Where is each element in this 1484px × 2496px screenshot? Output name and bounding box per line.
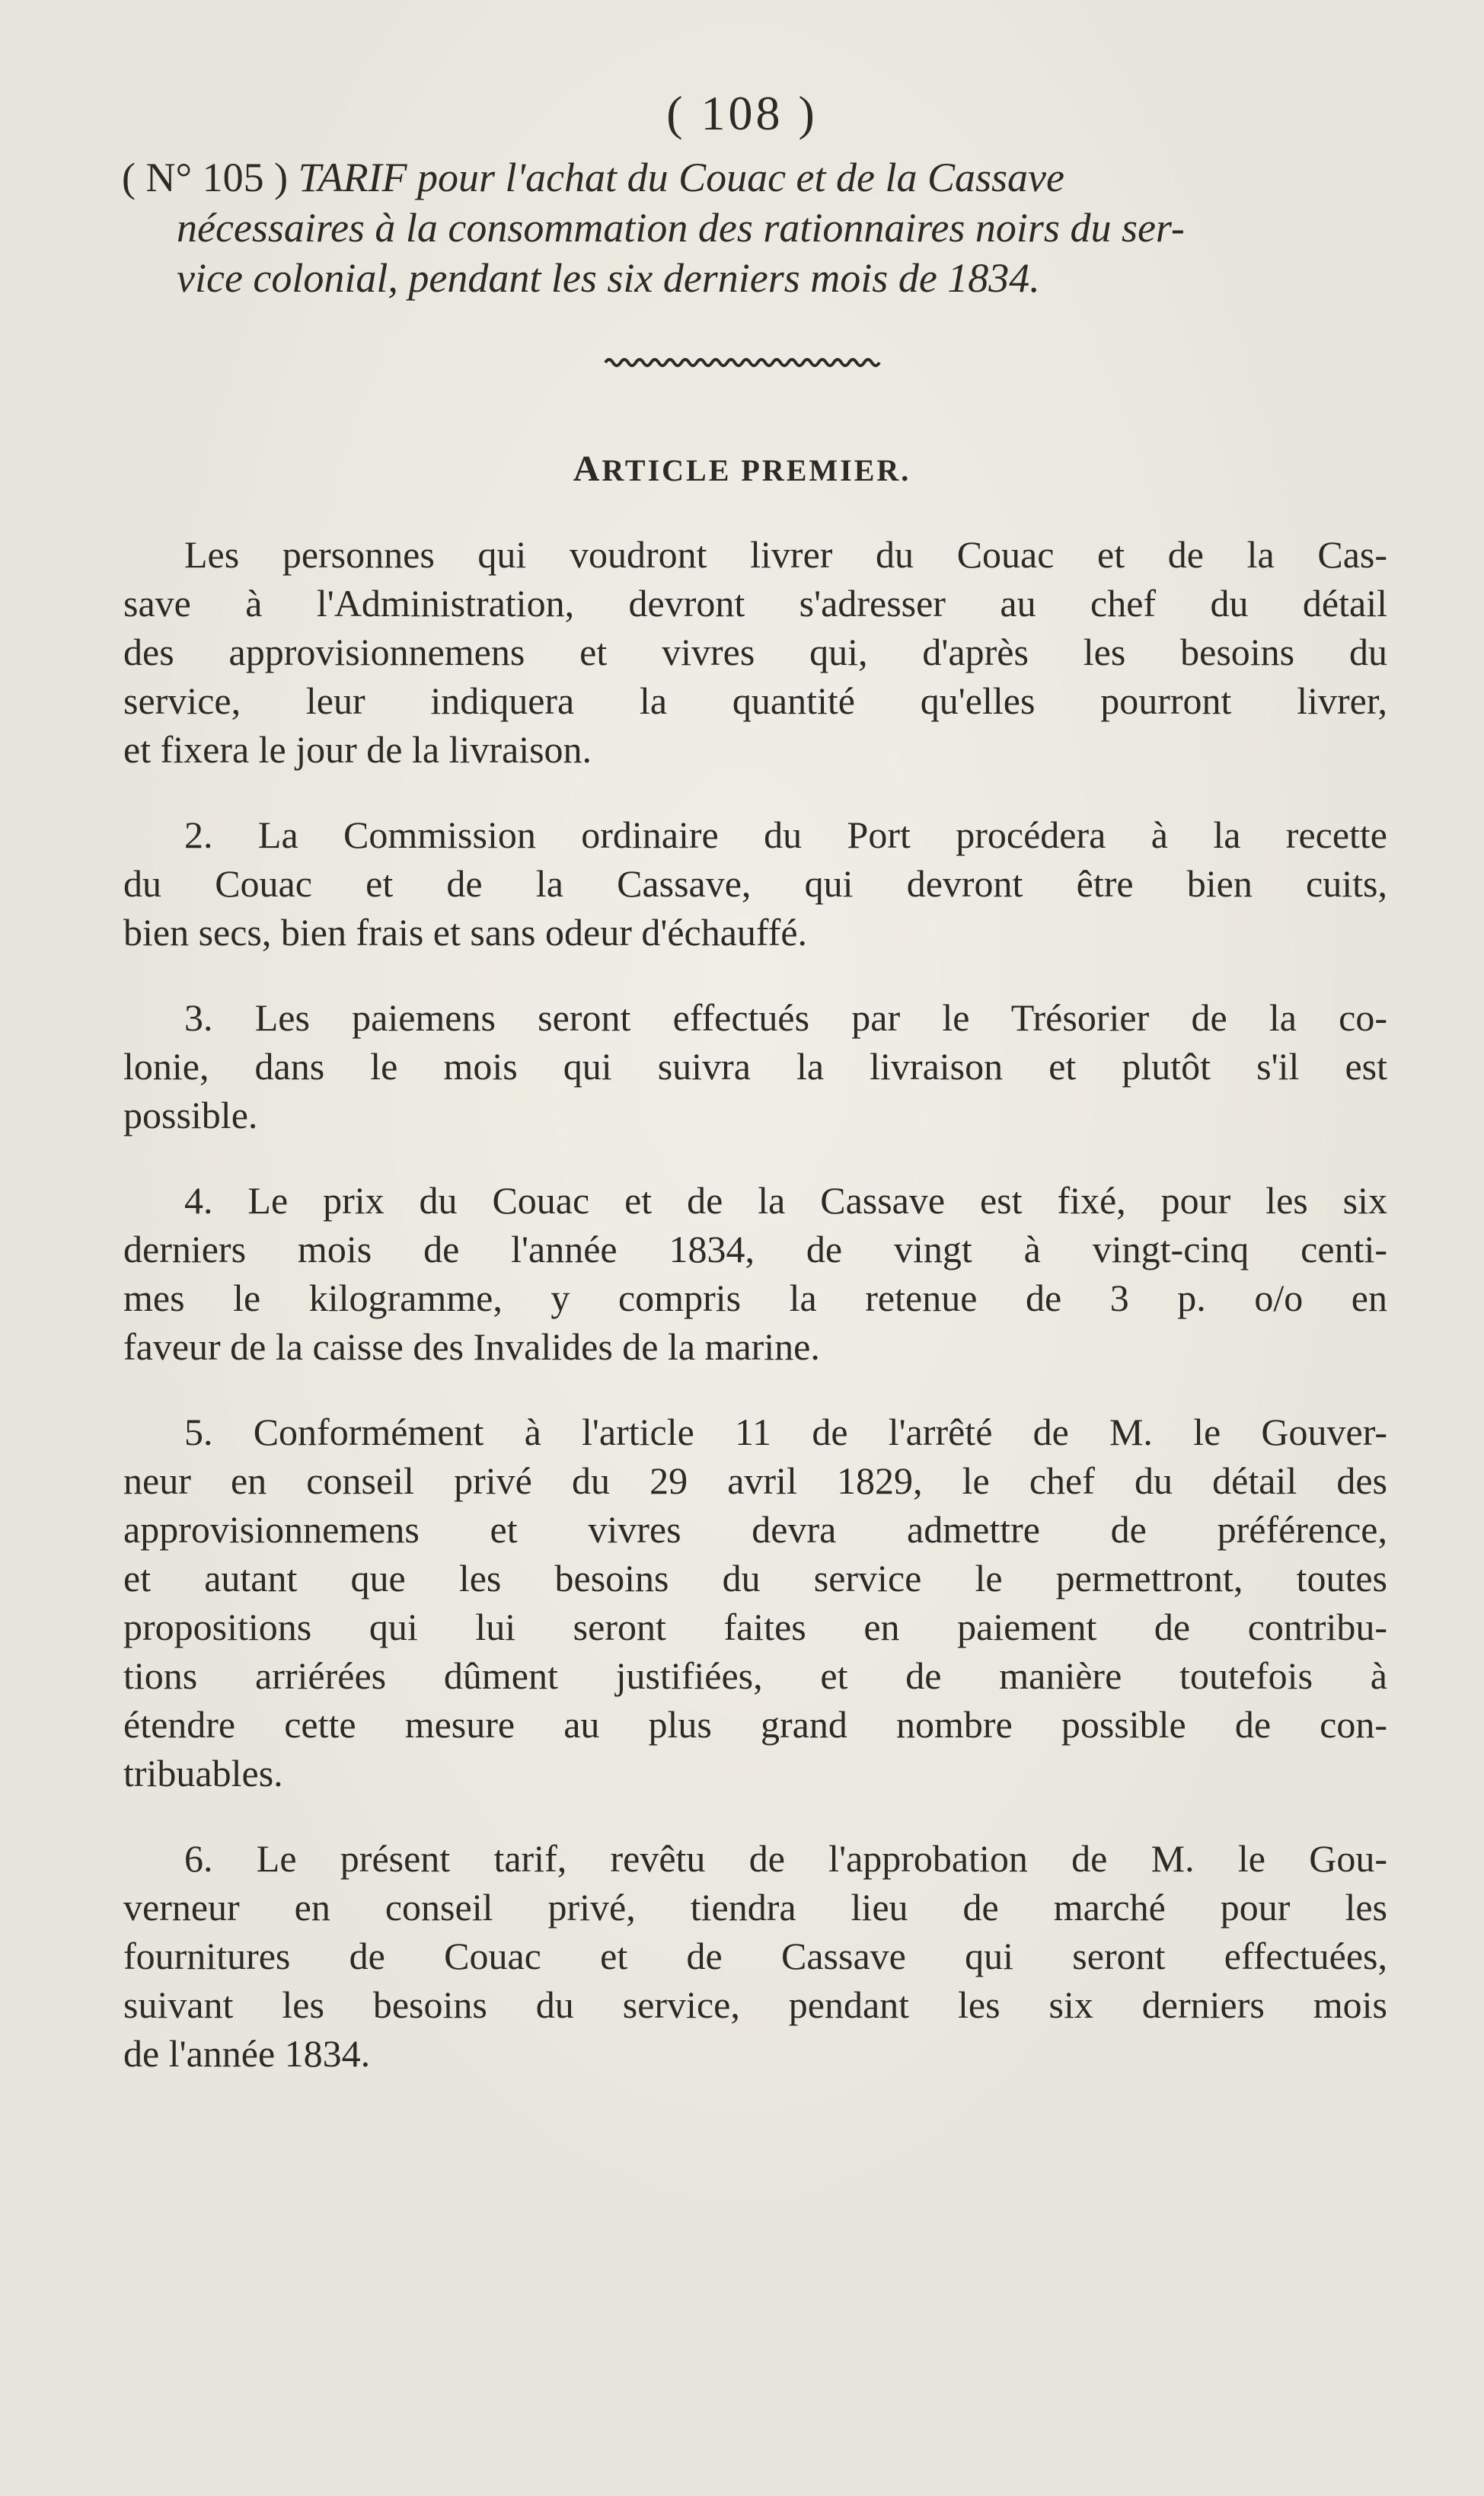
paragraph-line: du Couac et de la Cassave, qui devront être bien cuits,	[123, 862, 1387, 905]
paragraph-line: verneur en conseil privé, tiendra lieu de marché pour les	[123, 1886, 1387, 1929]
article-title	[0, 448, 1484, 490]
paragraph-line: approvisionnemens et vivres devra admettre de préférence,	[123, 1508, 1387, 1551]
paragraph-line: tions arriérées dûment justifiées, et de manière toutefois à	[123, 1654, 1387, 1697]
paragraph-4	[123, 1176, 1387, 1371]
paragraph-2	[123, 810, 1387, 957]
paragraph-1	[123, 530, 1387, 774]
heading-title-line-1: TARIF pour l'achat du Couac et de la Cassave	[298, 155, 1064, 200]
document-body	[123, 530, 1387, 2114]
paragraph-line: des approvisionnemens et vivres qui, d'après les besoins du	[123, 631, 1387, 673]
paragraph-line: possible.	[123, 1094, 258, 1136]
paragraph-line: fournitures de Couac et de Cassave qui seront effectuées,	[123, 1935, 1387, 1977]
paragraph-line: et fixera le jour de la livraison.	[123, 728, 592, 771]
paragraph-line: tribuables.	[123, 1752, 283, 1794]
paragraph-line: Les personnes qui voudront livrer du Couac et de la Cas-	[184, 533, 1387, 576]
paragraph-line: étendre cette mesure au plus grand nombre possible de con-	[123, 1703, 1387, 1746]
wavy-rule-ornament-icon	[0, 355, 1484, 370]
heading-line-1	[122, 152, 1401, 203]
document-heading	[122, 152, 1401, 303]
paragraph-line: faveur de la caisse des Invalides de la marine.	[123, 1325, 820, 1368]
paragraph-line: et autant que les besoins du service le permettront, toutes	[123, 1557, 1387, 1600]
paragraph-line: de l'année 1834.	[123, 2032, 371, 2075]
article-title-rest: RTICLE PREMIER.	[602, 453, 911, 487]
paragraph-6	[123, 1834, 1387, 2078]
paragraph-line: 6. Le présent tarif, revêtu de l'approbation de M. le Gou-	[184, 1837, 1387, 1880]
page-number: ( 108 )	[666, 86, 818, 140]
paragraph-3	[123, 993, 1387, 1139]
paragraph-line: suivant les besoins du service, pendant les six derniers mois	[123, 1983, 1387, 2026]
paragraph-line: service, leur indiquera la quantité qu'elles pourront livrer,	[123, 679, 1387, 722]
paragraph-line: 4. Le prix du Couac et de la Cassave est fixé, pour les six	[184, 1179, 1387, 1222]
heading-number: ( N° 105 )	[122, 155, 289, 200]
article-title-initial: A	[573, 449, 602, 489]
paragraph-line: 5. Conformément à l'article 11 de l'arrêté de M. le Gouver-	[184, 1411, 1387, 1453]
paragraph-line: 2. La Commission ordinaire du Port procédera à la recette	[184, 813, 1387, 856]
paragraph-line: 3. Les paiemens seront effectués par le Trésorier de la co-	[184, 996, 1387, 1039]
paragraph-line: neur en conseil privé du 29 avril 1829, le chef du détail des	[123, 1459, 1387, 1502]
paragraph-line: mes le kilogramme, y compris la retenue de 3 p. o/o en	[123, 1277, 1387, 1319]
paragraph-line: derniers mois de l'année 1834, de vingt à vingt-cinq centi-	[123, 1228, 1387, 1270]
paragraph-line: lonie, dans le mois qui suivra la livraison et plutôt s'il est	[123, 1045, 1387, 1088]
heading-title-line-3: vice colonial, pendant les six derniers mois de 1834.	[177, 255, 1040, 301]
paragraph-line: propositions qui lui seront faites en paiement de contribu-	[123, 1606, 1387, 1648]
paragraph-5	[123, 1408, 1387, 1798]
heading-title-line-2: nécessaires à la consommation des rationnaires noirs du ser-	[177, 205, 1185, 251]
paragraph-line: bien secs, bien frais et sans odeur d'échauffé.	[123, 911, 808, 954]
paragraph-line: save à l'Administration, devront s'adresser au chef du détail	[123, 582, 1387, 625]
